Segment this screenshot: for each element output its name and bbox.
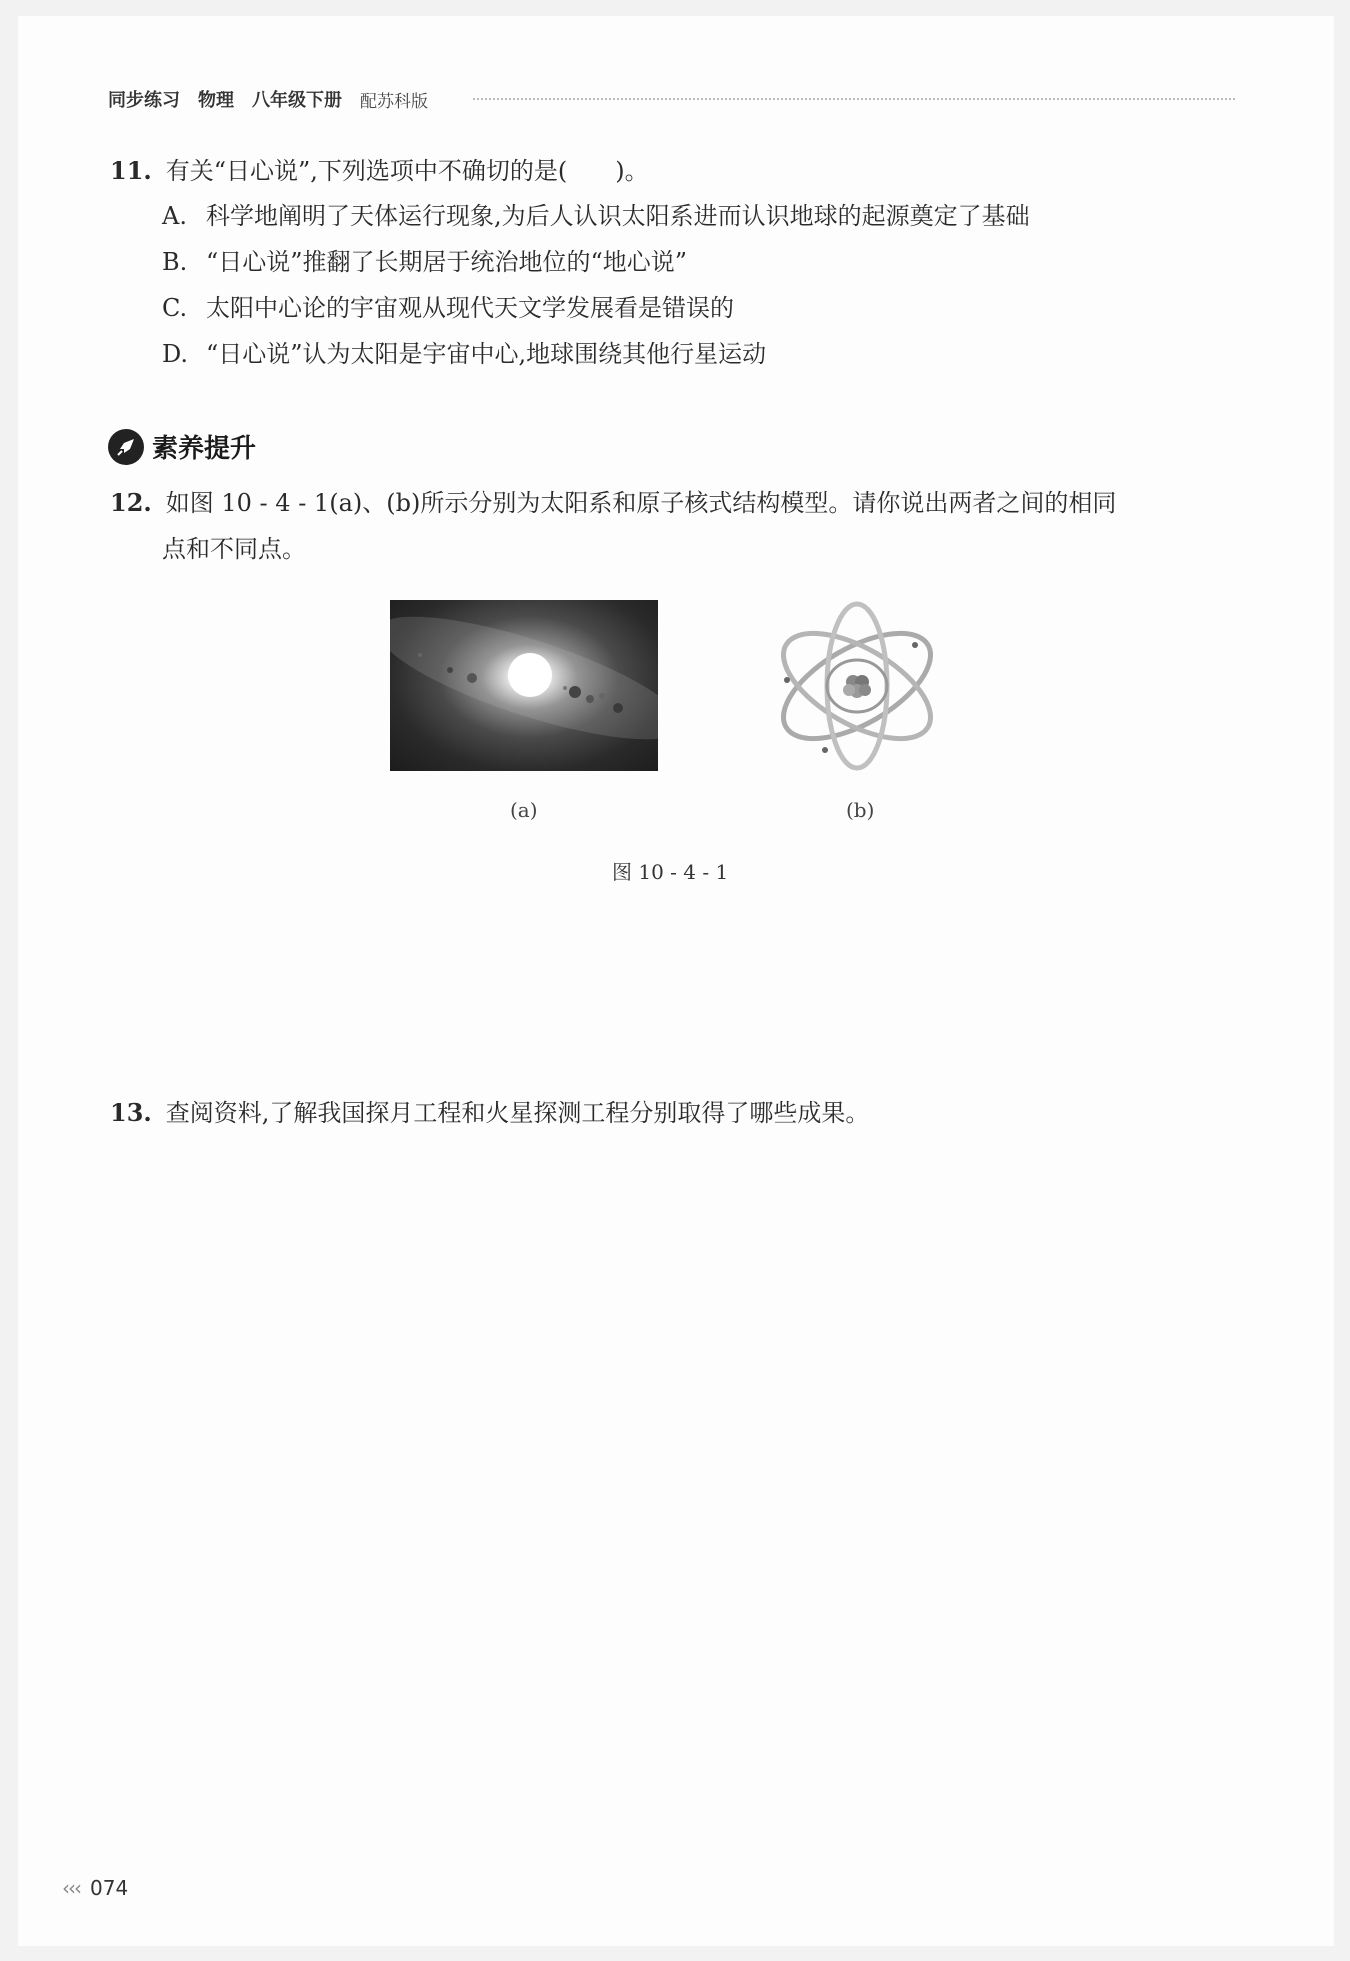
section-heading xyxy=(108,428,256,465)
question-stem-line1: 如图 10 - 4 - 1(a)、(b)所示分别为太阳系和原子核式结构模型。请你说出两者之间的相同 xyxy=(165,489,1117,517)
chevron-left-icon: ‹‹‹ xyxy=(62,1876,80,1900)
question-stem: 查阅资料,了解我国探月工程和火星探测工程分别取得了哪些成果。 xyxy=(165,1099,870,1127)
question-12-continued xyxy=(162,526,306,572)
option-letter: D. xyxy=(162,340,189,368)
option-d xyxy=(162,331,766,377)
option-letter: A. xyxy=(162,202,187,230)
solar-system-image xyxy=(390,600,658,771)
header-divider xyxy=(473,98,1235,100)
section-title: 素养提升 xyxy=(152,434,257,464)
question-11 xyxy=(110,148,649,194)
page-footer xyxy=(62,1876,128,1900)
question-number: 11. xyxy=(110,156,152,185)
question-number: 13. xyxy=(110,1098,152,1127)
rocket-icon xyxy=(108,429,144,465)
option-text: 科学地阐明了天体运行现象,为后人认识太阳系进而认识地球的起源奠定了基础 xyxy=(206,202,1030,230)
page-number: 074 xyxy=(90,1876,129,1900)
option-a xyxy=(162,193,1030,239)
header-edition: 配苏科版 xyxy=(360,91,428,112)
option-text: “日心说”认为太阳是宇宙中心,地球围绕其他行星运动 xyxy=(206,340,767,368)
question-stem-line2: 点和不同点。 xyxy=(162,535,306,563)
header-grade: 八年级下册 xyxy=(252,90,342,111)
figure-caption-a: (a) xyxy=(510,798,538,822)
atom-model-image xyxy=(765,600,950,771)
question-number: 12. xyxy=(110,488,152,517)
question-stem: 有关“日心说”,下列选项中不确切的是( )。 xyxy=(165,157,649,185)
figure-title: 图 10 - 4 - 1 xyxy=(612,860,729,884)
option-text: 太阳中心论的宇宙观从现代天文学发展看是错误的 xyxy=(206,294,734,322)
figure-caption-b: (b) xyxy=(846,798,875,822)
option-c xyxy=(162,285,734,331)
running-header xyxy=(108,86,428,112)
option-text: “日心说”推翻了长期居于统治地位的“地心说” xyxy=(206,248,688,276)
header-subject: 物理 xyxy=(198,90,234,111)
question-12 xyxy=(110,480,1250,526)
question-13 xyxy=(110,1090,869,1136)
header-series: 同步练习 xyxy=(108,90,180,111)
option-letter: C. xyxy=(162,294,188,322)
option-letter: B. xyxy=(162,248,188,276)
option-b xyxy=(162,239,687,285)
